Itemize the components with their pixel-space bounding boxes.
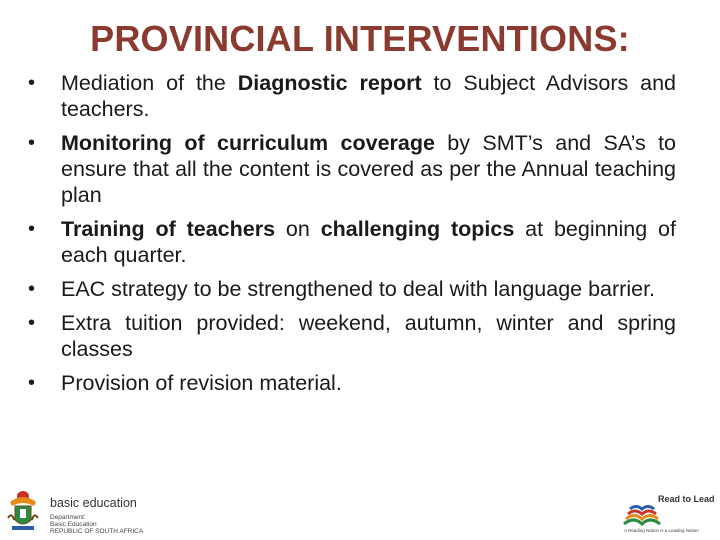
bullet-item: [28, 216, 676, 268]
bullet-item: [28, 310, 676, 362]
bullet-text: at beginning of each quarter.: [61, 217, 676, 267]
basic-education-logo: [6, 484, 176, 538]
bullet-item: [28, 370, 676, 396]
bullet-item: [28, 130, 676, 208]
slide-title: PROVINCIAL INTERVENTIONS:: [90, 18, 630, 59]
coat-of-arms-icon: [6, 488, 40, 532]
bullet-marker: •: [28, 132, 36, 154]
logo-tagline: A Reading Nation is a Leading Nation: [624, 528, 699, 533]
logo-name: basic education: [50, 496, 137, 510]
logo-country: REPUBLIC OF SOUTH AFRICA: [50, 528, 144, 535]
bullet-text: on: [275, 217, 321, 241]
bullet-marker: •: [28, 312, 36, 334]
bullet-marker: •: [28, 72, 36, 94]
bullet-list: [28, 70, 676, 404]
bullet-text-bold: Diagnostic report: [237, 71, 422, 95]
bullet-text: Mediation of the: [61, 71, 238, 95]
bullet-text: by SMT’s and SA’s to ensure that all the content is covered as per the Annual teaching plan: [61, 131, 676, 207]
bullet-text: Extra tuition provided: weekend, autumn, winter and spring classes: [61, 311, 676, 361]
logo-dept: Department:: [50, 514, 86, 521]
bullet-text-bold: Training of teachers: [61, 217, 276, 241]
bullet-item: [28, 276, 676, 302]
bullet-marker: •: [28, 278, 36, 300]
bullet-marker: •: [28, 218, 36, 240]
bullet-text-bold: Monitoring of curriculum coverage: [61, 131, 435, 155]
bullet-text-bold: challenging topics: [320, 217, 515, 241]
bullet-text: Provision of revision material.: [61, 371, 342, 395]
bullet-item: [28, 70, 676, 122]
read-to-lead-logo: [610, 482, 720, 538]
bullet-text: to Subject Advisors and teachers.: [61, 71, 676, 121]
bullet-marker: •: [28, 372, 36, 394]
logo-name: Read to Lead: [658, 494, 715, 504]
bullet-text: EAC strategy to be strengthened to deal with language barrier.: [61, 277, 656, 301]
logo-dept-name: Basic Education: [50, 521, 97, 528]
